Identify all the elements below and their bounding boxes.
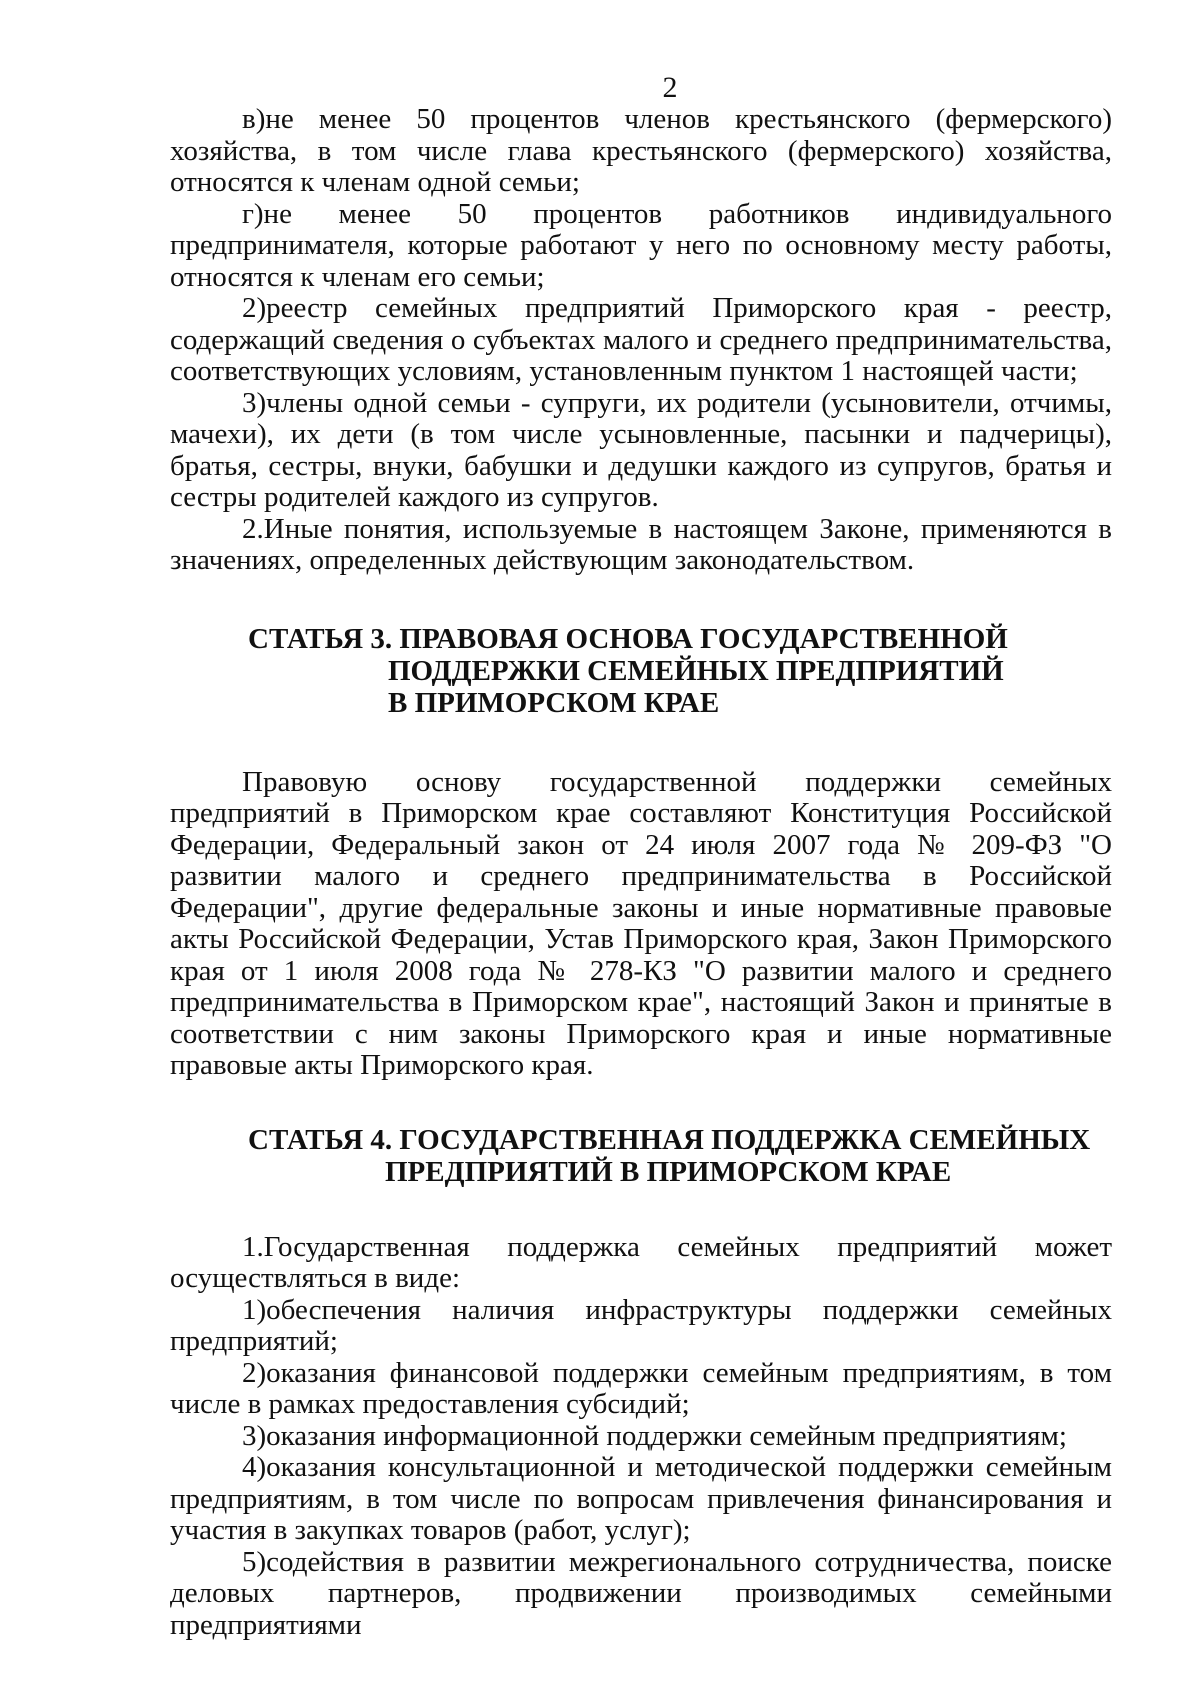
article-4-item-3: 3)оказания информационной поддержки семейным предприятиям;	[242, 1419, 1067, 1452]
article-4-item-4: 4)оказания консультационной и методической поддержки семейным предприятиям, в том числе по вопросам привлечения финансирования и участия в закупках товаров (работ, услуг);	[170, 1451, 1112, 1546]
article-3-paragraph: Правовую основу государственной поддержки семейных предприятий в Приморском крае составляют Конституция Российской Федерации, Федеральный закон от 24 июля 2007 года № 209-ФЗ "О развитии малого и среднего предпринимательства в Российской Федерации", другие федеральные законы и иные нормативные правовые акты Российской Федерации, Устав Приморского края, Закон Приморского края от 1 июля 2008 года № 278-КЗ "О развитии малого и среднего предпринимательства в Приморском крае", настоящий Закон и принятые в соответствии с ним законы Приморского края и иные нормативные правовые акты Приморского края.	[170, 765, 1112, 1081]
article-4-item-2: 2)оказания финансовой поддержки семейным предприятиям, в том числе в рамках предоставления субсидий;	[170, 1356, 1112, 1420]
article-3-heading-line-1: СТАТЬЯ 3. ПРАВОВАЯ ОСНОВА ГОСУДАРСТВЕННОЙ	[248, 622, 1008, 655]
paragraph-registry: 2)реестр семейных предприятий Приморского края - реестр, содержащий сведения о субъектах малого и среднего предпринимательства, соответствующих условиям, установленным пунктом 1 настоящей части;	[170, 292, 1112, 387]
article-4-item-5: 5)содействия в развитии межрегионального сотрудничества, поиске деловых партнеров, продвижении производимых семейными предприятиями	[170, 1545, 1112, 1641]
article-3-heading-line-2: ПОДДЕРЖКИ СЕМЕЙНЫХ ПРЕДПРИЯТИЙ	[388, 654, 1004, 687]
paragraph-g: г)не менее 50 процентов работников индивидуального предпринимателя, которые работают у него по основному месту работы, относятся к членам его семьи;	[170, 197, 1112, 293]
article-4-heading-line-2: ПРЕДПРИЯТИЙ В ПРИМОРСКОМ КРАЕ	[385, 1155, 952, 1188]
article-3-heading-line-3: В ПРИМОРСКОМ КРАЕ	[388, 686, 720, 719]
page-number: 2	[662, 71, 678, 104]
article-4-paragraph-1: 1.Государственная поддержка семейных предприятий может осуществляться в виде:	[170, 1230, 1112, 1294]
article-4-item-1: 1)обеспечения наличия инфраструктуры поддержки семейных предприятий;	[170, 1293, 1112, 1357]
paragraph-other-concepts: 2.Иные понятия, используемые в настоящем Законе, применяются в значениях, определенных действующим законодательством.	[170, 512, 1112, 576]
paragraph-v: в)не менее 50 процентов членов крестьянского (фермерского) хозяйства, в том числе глава крестьянского (фермерского) хозяйства, относятся к членам одной семьи;	[170, 103, 1112, 198]
paragraph-family-members: 3)члены одной семьи - супруги, их родители (усыновители, отчимы, мачехи), их дети (в том числе усыновленные, пасынки и падчерицы), братья, сестры, внуки, бабушки и дедушки каждого из супругов, братья и сестры родителей каждого из супругов.	[170, 386, 1112, 513]
document-body	[170, 104, 1112, 1641]
article-4-heading-line-1: СТАТЬЯ 4. ГОСУДАРСТВЕННАЯ ПОДДЕРЖКА СЕМЕЙНЫХ	[248, 1123, 1091, 1156]
article-4-heading	[170, 1124, 1112, 1188]
article-3-heading	[170, 623, 1112, 719]
